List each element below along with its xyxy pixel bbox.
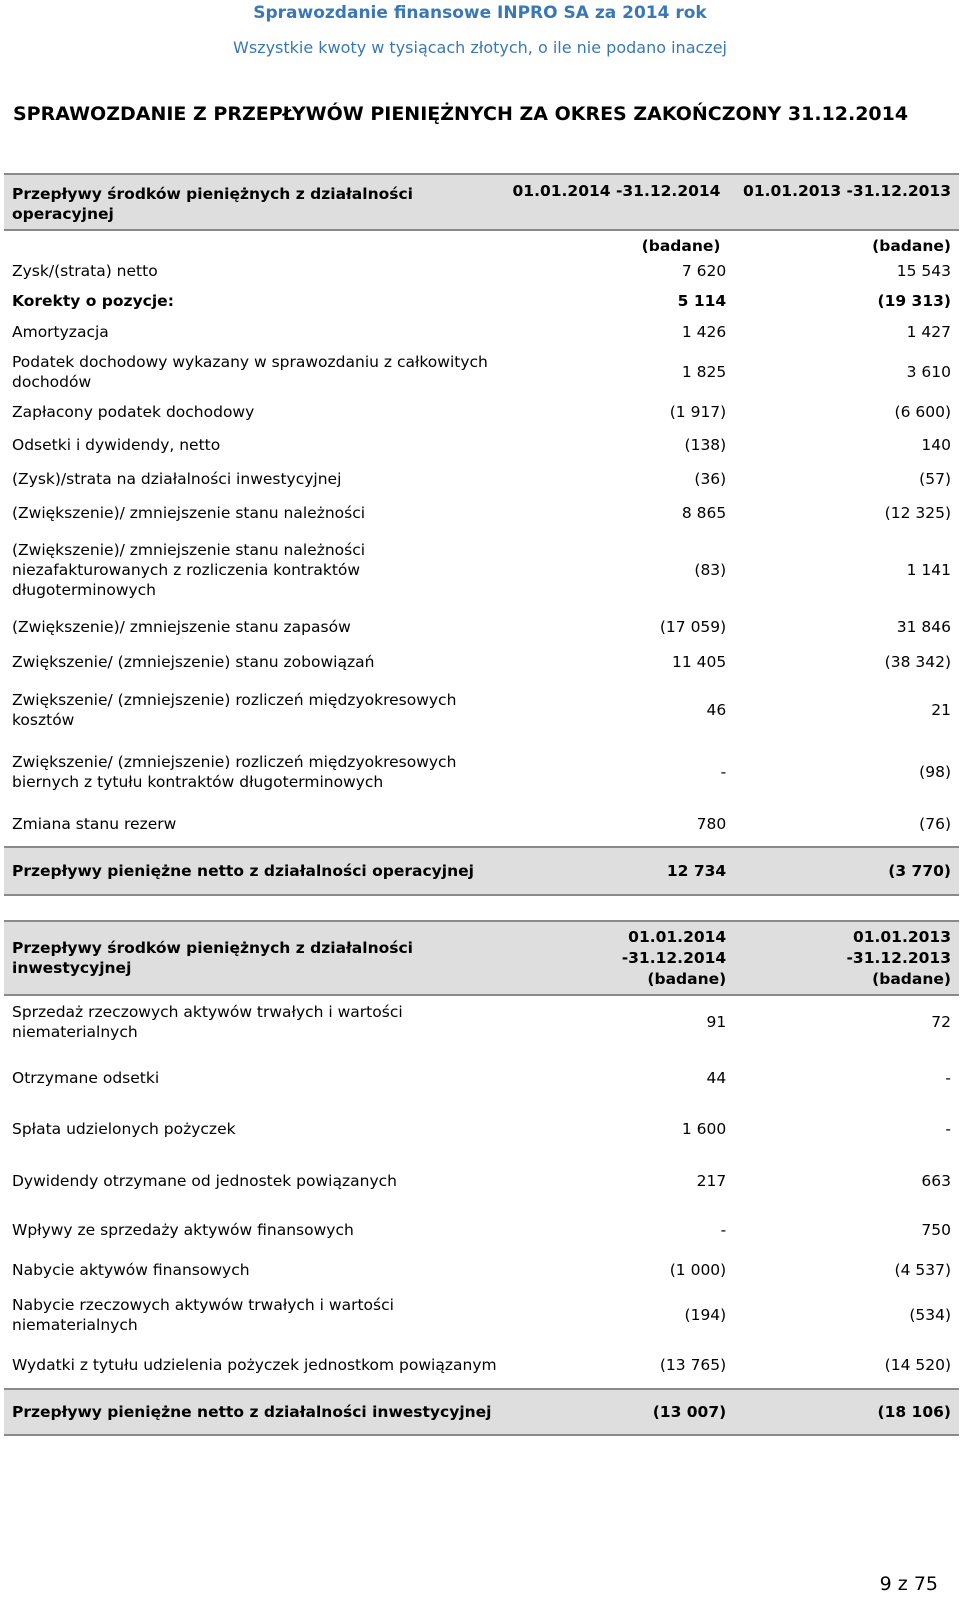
col1-status: (badane) [641,237,721,255]
row-value-2013: 21 [931,701,951,719]
investing-total-label: Przepływy pieniężne netto z działalności inwestycyjnej [4,1389,505,1435]
row-value-2013: (6 600) [894,403,951,421]
row-label: Zmiana stanu rezerw [12,815,177,833]
table-row [4,530,959,610]
investing-total-table [4,1388,959,1436]
row-label: Zwiększenie/ (zmniejszenie) stanu zobowiązań [12,653,375,671]
table-row [4,396,959,428]
investing-cash-flow-table [4,920,959,996]
operating-total-2014: 12 734 [505,847,736,895]
row-label: Wydatki z tytułu udzielenia pożyczek jednostkom powiązanym [12,1356,497,1374]
table-row [4,1050,959,1106]
row-value-2014: (194) [684,1306,727,1324]
row-value-2014: (17 059) [659,618,727,636]
row-value-2014: 8 865 [681,504,727,522]
row-value-2014: 91 [706,1013,727,1031]
row-label: (Zwiększenie)/ zmniejszenie stanu należności niezafakturowanych z rozliczenia kontraktów długoterminowych [12,541,366,599]
row-value-2013: (76) [919,815,951,833]
col2-period: 01.01.2013 -31.12.2013 [730,174,959,230]
row-value-2013: (57) [919,470,951,488]
row-value-2014: 7 620 [681,262,727,280]
row-value-2014: (138) [684,436,727,454]
table-row [4,644,959,680]
operating-total-row [4,847,959,895]
row-value-2013: - [945,1120,951,1138]
row-value-2014: (36) [694,470,727,488]
row-label: Dywidendy otrzymane od jednostek powiązanych [12,1172,397,1190]
row-label: Zwiększenie/ (zmniejszenie) rozliczeń międzyokresowych biernych z tytułu kontraktów długoterminowych [12,753,457,791]
row-value-2013: 3 610 [906,363,951,381]
row-value-2014: 46 [706,701,727,719]
operating-total-label: Przepływy pieniężne netto z działalności operacyjnej [4,847,505,895]
table-row [4,286,959,316]
row-value-2013: 663 [921,1172,951,1190]
row-value-2014: - [720,763,727,781]
table-row [4,348,959,396]
investing-total-2013: (18 106) [736,1389,959,1435]
operating-cash-flow-table [4,173,959,261]
row-value-2014: 44 [706,1069,727,1087]
table-row [4,1250,959,1290]
row-value-2014: (13 765) [659,1356,727,1374]
table-row [4,462,959,496]
table-row [4,680,959,740]
investing-header-label: Przepływy środków pieniężnych z działalności inwestycyjnej [4,921,505,995]
row-value-2013: (12 325) [884,504,951,522]
investing-total-2014: (13 007) [505,1389,736,1435]
table-row [4,256,959,286]
row-value-2013: (14 520) [884,1356,951,1374]
row-value-2014: (1 000) [669,1261,727,1279]
statement-title: SPRAWOZDANIE Z PRZEPŁYWÓW PIENIĘŻNYCH ZA OKRES ZAKOŃCZONY 31.12.2014 [13,103,909,125]
row-value-2013: (4 537) [894,1261,951,1279]
col2-status: (badane) [872,237,951,255]
table-row [4,1152,959,1210]
row-label: (Zysk)/strata na działalności inwestycyjnej [12,470,342,488]
table-row [4,1340,959,1390]
operating-rows-table [4,256,959,844]
inv-col1-status: (badane) [647,969,727,988]
inv-col2-status: (badane) [872,969,951,988]
row-value-2014: 780 [696,815,727,833]
row-label: Podatek dochodowy wykazany w sprawozdaniu z całkowitych dochodów [12,353,488,391]
row-value-2014: (83) [694,561,727,579]
row-label: Korekty o pozycje: [12,292,174,310]
row-value-2014: 11 405 [671,653,727,671]
row-value-2013: (534) [909,1306,951,1324]
row-label: (Zwiększenie)/ zmniejszenie stanu zapasów [12,618,351,636]
row-value-2013: 750 [921,1221,951,1239]
row-value-2013: 72 [931,1013,951,1031]
table-row [4,428,959,462]
document-header-title: Sprawozdanie finansowe INPRO SA za 2014 rok [253,3,707,23]
row-label: Nabycie aktywów finansowych [12,1261,250,1279]
row-label: Nabycie rzeczowych aktywów trwałych i wartości niematerialnych [12,1296,394,1334]
row-value-2014: 5 114 [677,292,727,310]
operating-table-header [4,174,959,230]
row-value-2013: (19 313) [877,292,951,310]
row-label: Wpływy ze sprzedaży aktywów finansowych [12,1221,354,1239]
row-label: Zysk/(strata) netto [12,262,158,280]
table-row [4,1290,959,1340]
operating-total-table [4,846,959,896]
row-value-2013: 140 [921,436,951,454]
row-label: Odsetki i dywidendy, netto [12,436,221,454]
row-value-2013: 1 427 [906,323,951,341]
row-label: Otrzymane odsetki [12,1069,160,1087]
row-value-2014: (1 917) [669,403,727,421]
row-value-2013: 15 543 [896,262,951,280]
row-label: (Zwiększenie)/ zmniejszenie stanu należności [12,504,366,522]
table-row [4,740,959,804]
row-value-2013: 31 846 [896,618,951,636]
investing-table-header [4,921,959,995]
inv-col2-cell [736,921,959,995]
inv-col1-cell [505,921,736,995]
operating-header-label: Przepływy środków pieniężnych z działalności operacyjnej [4,174,500,230]
row-value-2013: (38 342) [884,653,951,671]
row-label: Amortyzacja [12,323,109,341]
table-row [4,610,959,644]
row-label: Spłata udzielonych pożyczek [12,1120,236,1138]
row-value-2014: 1 825 [681,363,727,381]
table-row [4,804,959,844]
row-value-2014: 1 600 [681,1120,727,1138]
row-value-2014: 217 [696,1172,727,1190]
inv-col2-period: 01.01.2013 -31.12.2013 [846,927,951,967]
row-value-2013: 1 141 [906,561,951,579]
investing-total-row [4,1389,959,1435]
investing-rows-table [4,994,959,1390]
row-value-2014: - [720,1221,727,1239]
table-row [4,1210,959,1250]
row-label: Zapłacony podatek dochodowy [12,403,255,421]
row-label: Zwiększenie/ (zmniejszenie) rozliczeń międzyokresowych kosztów [12,691,457,729]
table-row [4,496,959,530]
inv-col1-period: 01.01.2014 -31.12.2014 [621,927,727,967]
table-row [4,994,959,1050]
row-value-2014: 1 426 [681,323,727,341]
col1-period: 01.01.2014 -31.12.2014 [500,174,731,230]
page-number: 9 z 75 [879,1573,938,1595]
row-label: Sprzedaż rzeczowych aktywów trwałych i wartości niematerialnych [12,1003,403,1041]
table-row [4,1106,959,1152]
document-header-subtitle: Wszystkie kwoty w tysiącach złotych, o ile nie podano inaczej [233,38,727,57]
operating-total-2013: (3 770) [736,847,959,895]
table-row [4,316,959,348]
row-value-2013: (98) [919,763,951,781]
row-value-2013: - [945,1069,951,1087]
